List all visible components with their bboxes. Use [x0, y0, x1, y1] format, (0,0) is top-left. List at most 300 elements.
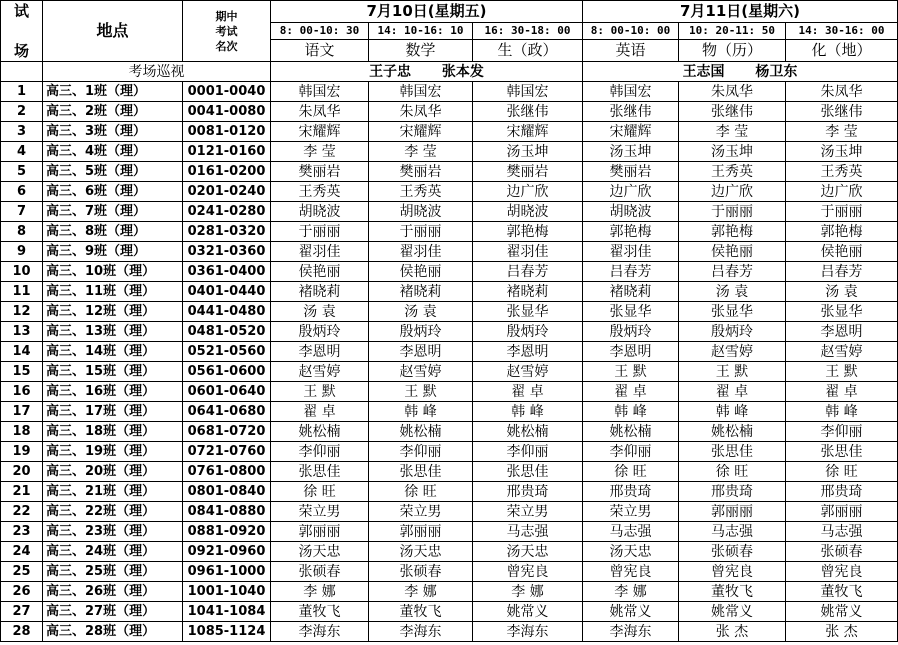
proctor-name-cell: 褚晓莉: [583, 282, 679, 302]
proctor-name-cell: 邢贵琦: [786, 482, 898, 502]
proctor-name-cell: 侯艳丽: [271, 262, 369, 282]
proctor-name-cell: 褚晓莉: [369, 282, 473, 302]
proctor-name-cell: 郭艳梅: [473, 222, 583, 242]
proctor-name-cell: 王秀英: [369, 182, 473, 202]
table-row: [1, 382, 898, 402]
table-row: [1, 242, 898, 262]
room-number-cell: 23: [1, 522, 43, 542]
rank-range-cell: 0921-0960: [183, 542, 271, 562]
proctor-name-cell: 殷炳玲: [271, 322, 369, 342]
place-cell: 高三、25班（理）: [43, 562, 183, 582]
proctor-name-cell: 李 娜: [369, 582, 473, 602]
proctor-name-cell: 姚松楠: [473, 422, 583, 442]
patrol-day1-names: 王子忠 张本发: [271, 62, 583, 82]
proctor-name-cell: 侯艳丽: [786, 242, 898, 262]
proctor-name-cell: 张继伟: [786, 102, 898, 122]
proctor-name-cell: 汤 袁: [786, 282, 898, 302]
table-row: [1, 302, 898, 322]
place-cell: 高三、28班（理）: [43, 622, 183, 642]
place-cell: 高三、1班（理）: [43, 82, 183, 102]
proctor-name-cell: 曾宪良: [786, 562, 898, 582]
room-number-cell: 13: [1, 322, 43, 342]
proctor-name-cell: 李恩明: [786, 322, 898, 342]
proctor-name-cell: 赵雪婷: [271, 362, 369, 382]
room-number-cell: 1: [1, 82, 43, 102]
time-slot-header: 14: 10-16: 10: [369, 22, 473, 39]
proctor-name-cell: 朱凤华: [786, 82, 898, 102]
rank-range-cell: 0641-0680: [183, 402, 271, 422]
place-cell: 高三、7班（理）: [43, 202, 183, 222]
proctor-name-cell: 于丽丽: [786, 202, 898, 222]
room-number-header: 试 场: [1, 1, 43, 62]
proctor-name-cell: 翟 卓: [271, 402, 369, 422]
proctor-name-cell: 韩国宏: [271, 82, 369, 102]
proctor-name-cell: 张思佳: [679, 442, 786, 462]
patrol-empty-cell: [1, 62, 43, 82]
proctor-name-cell: 吕春芳: [786, 262, 898, 282]
rank-range-cell: 0081-0120: [183, 122, 271, 142]
proctor-name-cell: 李仰丽: [786, 422, 898, 442]
table-row: [1, 522, 898, 542]
rank-range-cell: 0401-0440: [183, 282, 271, 302]
proctor-name-cell: 曾宪良: [473, 562, 583, 582]
subject-header: 英语: [583, 40, 679, 62]
proctor-name-cell: 汤 袁: [679, 282, 786, 302]
proctor-name-cell: 曾宪良: [583, 562, 679, 582]
proctor-name-cell: 张思佳: [271, 462, 369, 482]
proctor-name-cell: 李 娜: [473, 582, 583, 602]
table-row: [1, 342, 898, 362]
day1-date-header: 7月10日(星期五): [271, 1, 583, 23]
proctor-name-cell: 张思佳: [369, 462, 473, 482]
table-row: [1, 422, 898, 442]
time-slot-header: 14: 30-16: 00: [786, 22, 898, 39]
room-number-cell: 6: [1, 182, 43, 202]
proctor-name-cell: 张继伟: [583, 102, 679, 122]
place-cell: 高三、4班（理）: [43, 142, 183, 162]
proctor-name-cell: 徐 旺: [583, 462, 679, 482]
proctor-name-cell: 翟羽佳: [271, 242, 369, 262]
room-number-cell: 17: [1, 402, 43, 422]
proctor-name-cell: 边广欣: [786, 182, 898, 202]
proctor-name-cell: 边广欣: [583, 182, 679, 202]
proctor-name-cell: 张显华: [473, 302, 583, 322]
place-cell: 高三、21班（理）: [43, 482, 183, 502]
proctor-name-cell: 韩国宏: [583, 82, 679, 102]
proctor-name-cell: 姚松楠: [369, 422, 473, 442]
proctor-name-cell: 张显华: [786, 302, 898, 322]
proctor-name-cell: 姚松楠: [679, 422, 786, 442]
place-cell: 高三、24班（理）: [43, 542, 183, 562]
rank-range-cell: 0841-0880: [183, 502, 271, 522]
table-row: [1, 142, 898, 162]
proctor-name-cell: 张显华: [583, 302, 679, 322]
proctor-name-cell: 姚松楠: [271, 422, 369, 442]
proctor-name-cell: 李恩明: [473, 342, 583, 362]
proctor-name-cell: 郭艳梅: [786, 222, 898, 242]
proctor-name-cell: 韩 峰: [786, 402, 898, 422]
proctor-name-cell: 董牧飞: [369, 602, 473, 622]
table-row: [1, 482, 898, 502]
proctor-name-cell: 樊丽岩: [369, 162, 473, 182]
proctor-name-cell: 张 杰: [679, 622, 786, 642]
room-number-cell: 21: [1, 482, 43, 502]
proctor-name-cell: 樊丽岩: [473, 162, 583, 182]
place-header: 地点: [43, 1, 183, 62]
room-number-cell: 7: [1, 202, 43, 222]
proctor-name-cell: 李海东: [271, 622, 369, 642]
proctor-name-cell: 宋耀辉: [271, 122, 369, 142]
room-number-cell: 11: [1, 282, 43, 302]
proctor-name-cell: 汤 袁: [271, 302, 369, 322]
table-row: [1, 362, 898, 382]
proctor-name-cell: 董牧飞: [271, 602, 369, 622]
place-cell: 高三、13班（理）: [43, 322, 183, 342]
midterm-rank-header: 期中 考试 名次: [183, 1, 271, 62]
subject-header: 数学: [369, 40, 473, 62]
proctor-name-cell: 侯艳丽: [679, 242, 786, 262]
proctor-name-cell: 赵雪婷: [369, 362, 473, 382]
proctor-name-cell: 马志强: [786, 522, 898, 542]
proctor-name-cell: 李 娜: [583, 582, 679, 602]
proctor-name-cell: 李恩明: [271, 342, 369, 362]
proctor-name-cell: 宋耀辉: [369, 122, 473, 142]
room-number-cell: 24: [1, 542, 43, 562]
table-row: [1, 282, 898, 302]
proctor-name-cell: 荣立男: [583, 502, 679, 522]
rank-range-cell: 0201-0240: [183, 182, 271, 202]
room-number-cell: 5: [1, 162, 43, 182]
proctor-name-cell: 王 默: [786, 362, 898, 382]
proctor-name-cell: 胡晓波: [583, 202, 679, 222]
proctor-name-cell: 殷炳玲: [679, 322, 786, 342]
proctor-name-cell: 姚常义: [473, 602, 583, 622]
proctor-name-cell: 汤 袁: [369, 302, 473, 322]
proctor-name-cell: 邢贵琦: [583, 482, 679, 502]
proctor-name-cell: 樊丽岩: [271, 162, 369, 182]
proctor-name-cell: 褚晓莉: [271, 282, 369, 302]
proctor-name-cell: 汤天忠: [369, 542, 473, 562]
place-cell: 高三、8班（理）: [43, 222, 183, 242]
proctor-name-cell: 胡晓波: [369, 202, 473, 222]
proctor-name-cell: 于丽丽: [369, 222, 473, 242]
proctor-name-cell: 胡晓波: [473, 202, 583, 222]
proctor-name-cell: 张继伟: [679, 102, 786, 122]
table-row: [1, 402, 898, 422]
rank-range-cell: 0481-0520: [183, 322, 271, 342]
proctor-name-cell: 边广欣: [679, 182, 786, 202]
room-number-cell: 16: [1, 382, 43, 402]
proctor-name-cell: 徐 旺: [369, 482, 473, 502]
proctor-name-cell: 殷炳玲: [583, 322, 679, 342]
proctor-name-cell: 韩 峰: [583, 402, 679, 422]
proctor-name-cell: 汤玉坤: [473, 142, 583, 162]
proctor-name-cell: 张硕春: [271, 562, 369, 582]
place-cell: 高三、27班（理）: [43, 602, 183, 622]
proctor-name-cell: 姚常义: [786, 602, 898, 622]
proctor-name-cell: 姚常义: [679, 602, 786, 622]
proctor-name-cell: 郭丽丽: [786, 502, 898, 522]
proctor-name-cell: 于丽丽: [271, 222, 369, 242]
time-slot-header: 8: 00-10: 00: [583, 22, 679, 39]
rank-range-cell: 0281-0320: [183, 222, 271, 242]
place-cell: 高三、20班（理）: [43, 462, 183, 482]
proctor-name-cell: 翟羽佳: [583, 242, 679, 262]
proctor-name-cell: 韩 峰: [369, 402, 473, 422]
proctor-name-cell: 殷炳玲: [473, 322, 583, 342]
proctor-name-cell: 郭丽丽: [271, 522, 369, 542]
proctor-name-cell: 樊丽岩: [583, 162, 679, 182]
room-number-cell: 9: [1, 242, 43, 262]
proctor-name-cell: 汤玉坤: [679, 142, 786, 162]
table-row: [1, 582, 898, 602]
proctor-name-cell: 于丽丽: [679, 202, 786, 222]
table-row: [1, 442, 898, 462]
proctor-name-cell: 韩国宏: [473, 82, 583, 102]
rank-range-cell: 0801-0840: [183, 482, 271, 502]
rank-range-cell: 0601-0640: [183, 382, 271, 402]
table-row: [1, 502, 898, 522]
proctor-name-cell: 张显华: [679, 302, 786, 322]
subject-header: 语文: [271, 40, 369, 62]
proctor-name-cell: 翟 卓: [583, 382, 679, 402]
proctor-name-cell: 吕春芳: [679, 262, 786, 282]
proctor-name-cell: 郭丽丽: [369, 522, 473, 542]
proctor-name-cell: 王 默: [679, 362, 786, 382]
rank-range-cell: 1041-1084: [183, 602, 271, 622]
rank-range-cell: 0881-0920: [183, 522, 271, 542]
proctor-name-cell: 董牧飞: [786, 582, 898, 602]
patrol-row: [1, 62, 898, 82]
room-number-cell: 25: [1, 562, 43, 582]
proctor-name-cell: 褚晓莉: [473, 282, 583, 302]
table-row: [1, 262, 898, 282]
proctor-name-cell: 李海东: [369, 622, 473, 642]
place-cell: 高三、9班（理）: [43, 242, 183, 262]
proctor-name-cell: 张思佳: [786, 442, 898, 462]
place-cell: 高三、10班（理）: [43, 262, 183, 282]
proctor-name-cell: 李恩明: [583, 342, 679, 362]
patrol-label: 考场巡视: [43, 62, 271, 82]
proctor-name-cell: 李海东: [473, 622, 583, 642]
time-slot-header: 16: 30-18: 00: [473, 22, 583, 39]
proctor-name-cell: 邢贵琦: [473, 482, 583, 502]
place-cell: 高三、18班（理）: [43, 422, 183, 442]
proctor-name-cell: 郭艳梅: [679, 222, 786, 242]
proctor-name-cell: 赵雪婷: [679, 342, 786, 362]
rank-range-cell: 0521-0560: [183, 342, 271, 362]
rank-range-cell: 0681-0720: [183, 422, 271, 442]
place-cell: 高三、12班（理）: [43, 302, 183, 322]
proctor-name-cell: 王秀英: [786, 162, 898, 182]
proctor-name-cell: 李 莹: [786, 122, 898, 142]
day2-date-header: 7月11日(星期六): [583, 1, 898, 23]
proctor-name-cell: 王 默: [369, 382, 473, 402]
proctor-name-cell: 郭丽丽: [679, 502, 786, 522]
rank-range-cell: 0121-0160: [183, 142, 271, 162]
proctor-name-cell: 王 默: [583, 362, 679, 382]
place-cell: 高三、11班（理）: [43, 282, 183, 302]
proctor-name-cell: 朱凤华: [679, 82, 786, 102]
proctor-name-cell: 汤天忠: [473, 542, 583, 562]
table-row: [1, 222, 898, 242]
rank-range-cell: 0561-0600: [183, 362, 271, 382]
place-cell: 高三、6班（理）: [43, 182, 183, 202]
proctor-name-cell: 张硕春: [679, 542, 786, 562]
proctor-name-cell: 张继伟: [473, 102, 583, 122]
proctor-name-cell: 李仰丽: [473, 442, 583, 462]
subject-header: 生（政）: [473, 40, 583, 62]
room-number-cell: 10: [1, 262, 43, 282]
proctor-name-cell: 郭艳梅: [583, 222, 679, 242]
room-number-cell: 8: [1, 222, 43, 242]
header-row-dates: [1, 1, 898, 23]
subject-header: 化（地）: [786, 40, 898, 62]
proctor-name-cell: 张硕春: [786, 542, 898, 562]
table-row: [1, 602, 898, 622]
proctor-name-cell: 李 莹: [271, 142, 369, 162]
proctor-name-cell: 李海东: [583, 622, 679, 642]
table-row: [1, 562, 898, 582]
rank-range-cell: 0761-0800: [183, 462, 271, 482]
table-row: [1, 462, 898, 482]
place-cell: 高三、3班（理）: [43, 122, 183, 142]
room-number-cell: 3: [1, 122, 43, 142]
proctor-name-cell: 赵雪婷: [786, 342, 898, 362]
rank-range-cell: 0721-0760: [183, 442, 271, 462]
proctor-name-cell: 翟 卓: [473, 382, 583, 402]
proctor-name-cell: 张硕春: [369, 562, 473, 582]
proctor-name-cell: 宋耀辉: [583, 122, 679, 142]
table-row: [1, 162, 898, 182]
proctor-name-cell: 朱凤华: [369, 102, 473, 122]
proctor-name-cell: 汤天忠: [583, 542, 679, 562]
table-row: [1, 542, 898, 562]
proctor-name-cell: 李仰丽: [583, 442, 679, 462]
proctor-name-cell: 张思佳: [473, 462, 583, 482]
table-row: [1, 122, 898, 142]
proctor-name-cell: 王秀英: [679, 162, 786, 182]
place-cell: 高三、15班（理）: [43, 362, 183, 382]
time-slot-header: 8: 00-10: 30: [271, 22, 369, 39]
proctor-name-cell: 韩国宏: [369, 82, 473, 102]
table-row: [1, 322, 898, 342]
time-slot-header: 10: 20-11: 50: [679, 22, 786, 39]
proctor-name-cell: 吕春芳: [583, 262, 679, 282]
room-number-cell: 19: [1, 442, 43, 462]
place-cell: 高三、23班（理）: [43, 522, 183, 542]
proctor-name-cell: 徐 旺: [786, 462, 898, 482]
room-number-cell: 20: [1, 462, 43, 482]
rank-range-cell: 0361-0400: [183, 262, 271, 282]
proctor-name-cell: 曾宪良: [679, 562, 786, 582]
room-number-cell: 18: [1, 422, 43, 442]
table-row: [1, 182, 898, 202]
proctor-name-cell: 王 默: [271, 382, 369, 402]
room-number-cell: 2: [1, 102, 43, 122]
patrol-day2-names: 王志国 杨卫东: [583, 62, 898, 82]
place-cell: 高三、16班（理）: [43, 382, 183, 402]
proctor-name-cell: 荣立男: [369, 502, 473, 522]
proctor-name-cell: 韩 峰: [679, 402, 786, 422]
proctor-name-cell: 翟 卓: [786, 382, 898, 402]
proctor-name-cell: 翟羽佳: [369, 242, 473, 262]
proctor-name-cell: 马志强: [679, 522, 786, 542]
proctor-name-cell: 殷炳玲: [369, 322, 473, 342]
rank-range-cell: 0001-0040: [183, 82, 271, 102]
place-cell: 高三、5班（理）: [43, 162, 183, 182]
proctor-name-cell: 马志强: [583, 522, 679, 542]
proctor-name-cell: 荣立男: [271, 502, 369, 522]
place-cell: 高三、14班（理）: [43, 342, 183, 362]
proctor-name-cell: 张 杰: [786, 622, 898, 642]
proctor-name-cell: 汤玉坤: [583, 142, 679, 162]
table-row: [1, 622, 898, 642]
table-row: [1, 202, 898, 222]
rank-range-cell: 1085-1124: [183, 622, 271, 642]
proctor-name-cell: 赵雪婷: [473, 362, 583, 382]
proctor-name-cell: 翟羽佳: [473, 242, 583, 262]
room-number-cell: 12: [1, 302, 43, 322]
rank-range-cell: 0321-0360: [183, 242, 271, 262]
table-row: [1, 102, 898, 122]
proctor-name-cell: 马志强: [473, 522, 583, 542]
room-number-cell: 4: [1, 142, 43, 162]
room-number-cell: 22: [1, 502, 43, 522]
subject-header: 物（历）: [679, 40, 786, 62]
place-cell: 高三、17班（理）: [43, 402, 183, 422]
proctor-name-cell: 李 娜: [271, 582, 369, 602]
place-cell: 高三、2班（理）: [43, 102, 183, 122]
rank-range-cell: 0041-0080: [183, 102, 271, 122]
proctor-name-cell: 吕春芳: [473, 262, 583, 282]
proctor-name-cell: 邢贵琦: [679, 482, 786, 502]
proctor-name-cell: 姚常义: [583, 602, 679, 622]
proctor-name-cell: 王秀英: [271, 182, 369, 202]
room-number-cell: 27: [1, 602, 43, 622]
proctor-name-cell: 李仰丽: [369, 442, 473, 462]
rank-range-cell: 1001-1040: [183, 582, 271, 602]
proctor-name-cell: 李 莹: [679, 122, 786, 142]
place-cell: 高三、26班（理）: [43, 582, 183, 602]
table-row: [1, 82, 898, 102]
proctor-name-cell: 李恩明: [369, 342, 473, 362]
proctor-name-cell: 翟 卓: [679, 382, 786, 402]
proctor-name-cell: 韩 峰: [473, 402, 583, 422]
proctor-name-cell: 徐 旺: [271, 482, 369, 502]
rank-range-cell: 0241-0280: [183, 202, 271, 222]
proctor-name-cell: 李 莹: [369, 142, 473, 162]
room-number-cell: 28: [1, 622, 43, 642]
proctor-name-cell: 汤玉坤: [786, 142, 898, 162]
room-number-cell: 14: [1, 342, 43, 362]
proctor-name-cell: 朱凤华: [271, 102, 369, 122]
room-number-cell: 26: [1, 582, 43, 602]
proctor-name-cell: 姚松楠: [583, 422, 679, 442]
proctor-name-cell: 边广欣: [473, 182, 583, 202]
proctor-name-cell: 荣立男: [473, 502, 583, 522]
proctor-name-cell: 李仰丽: [271, 442, 369, 462]
room-number-cell: 15: [1, 362, 43, 382]
proctor-name-cell: 宋耀辉: [473, 122, 583, 142]
rank-range-cell: 0961-1000: [183, 562, 271, 582]
place-cell: 高三、22班（理）: [43, 502, 183, 522]
place-cell: 高三、19班（理）: [43, 442, 183, 462]
proctor-name-cell: 徐 旺: [679, 462, 786, 482]
proctor-name-cell: 董牧飞: [679, 582, 786, 602]
rank-range-cell: 0161-0200: [183, 162, 271, 182]
proctor-name-cell: 胡晓波: [271, 202, 369, 222]
